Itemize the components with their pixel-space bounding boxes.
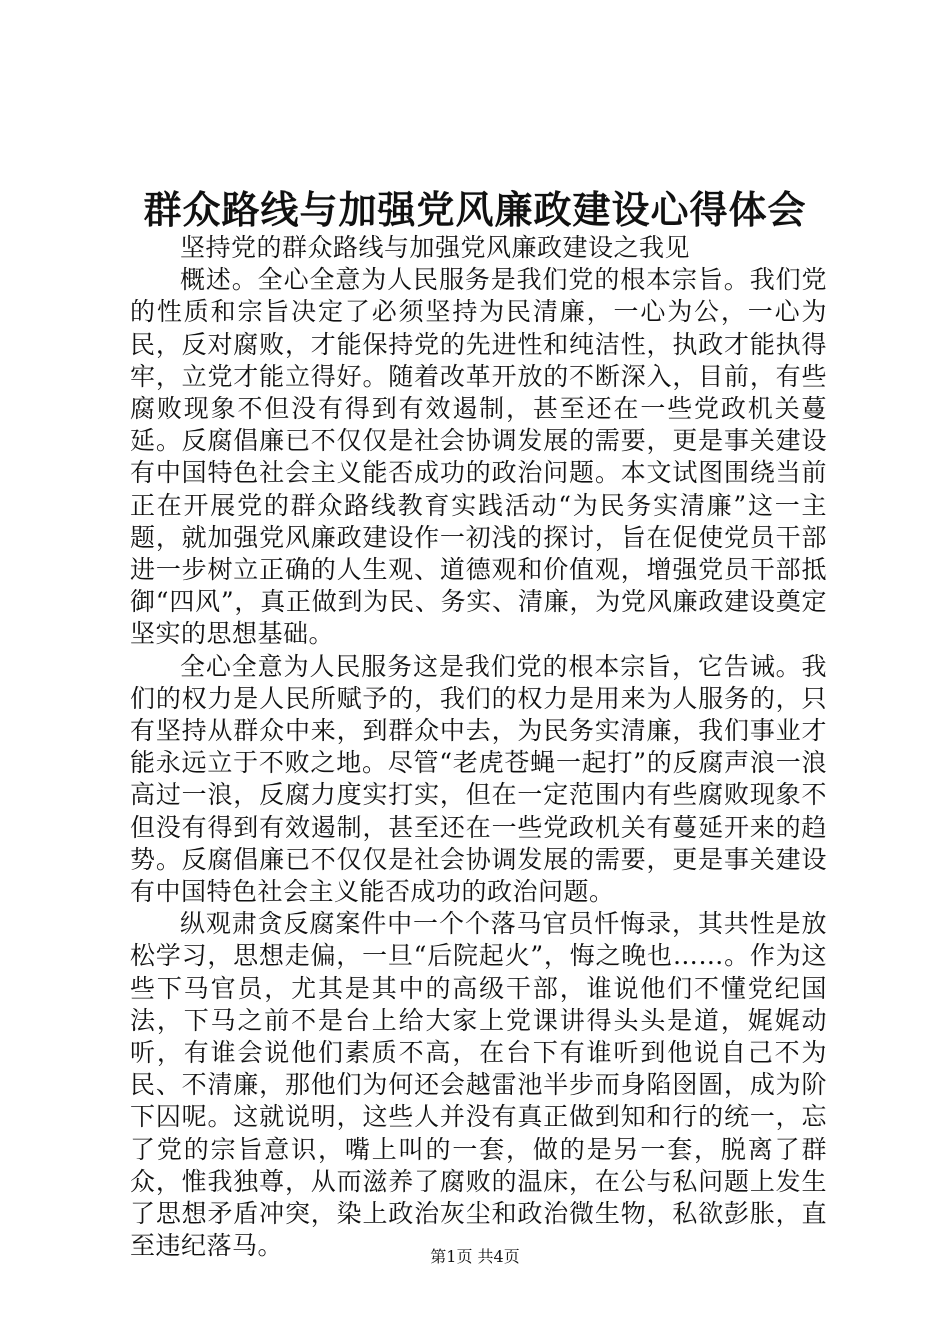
body-paragraph: 纵观肃贪反腐案件中一个个落马官员忏悔录，其共性是放松学习，思想走偏，一旦“后院起火”，悔之晚也……。作为这些下马官员，尤其是其中的高级干部，谁说他们不懂党纪国法，下马之前不是台上给大家上党课讲得头头是道，娓娓动听，有谁会说他们素质不高，在台下有谁听到他说自己不为民、不清廉，那他们为何还会越雷池半步而身陷囹圄，成为阶下囚呢。这就说明，这些人并没有真正做到知和行的统一，忘了党的宗旨意识，嘴上叫的一套，做的是另一套，脱离了群众，惟我独尊，从而滋养了腐败的温床，在公与私问题上发生了思想矛盾冲突，染上政治灰尘和政治微生物，私欲彭胀，直至违纪落马。 [130, 909, 827, 1261]
document-title: 群众路线与加强党风廉政建设心得体会 [143, 187, 807, 232]
body-paragraph: 全心全意为人民服务这是我们党的根本宗旨，它告诫。我们的权力是人民所赋予的，我们的权力是用来为人服务的，只有坚持从群众中来，到群众中去，为民务实清廉，我们事业才能永远立于不败之地。尽管“老虎苍蝇一起打”的反腐声浪一浪高过一浪，反腐力度实打实，但在一定范围内有些腐败现象不但没有得到有效遏制，甚至还在一些党政机关有蔓延开来的趋势。反腐倡廉已不仅仅是社会协调发展的需要，更是事关建设有中国特色社会主义能否成功的政治问题。 [130, 651, 827, 907]
subtitle-paragraph: 坚持党的群众路线与加强党风廉政建设之我见 [180, 233, 691, 262]
body-paragraph: 概述。全心全意为人民服务是我们党的根本宗旨。我们党的性质和宗旨决定了必须坚持为民清廉，一心为公，一心为民，反对腐败，才能保持党的先进性和纯洁性，执政才能执得牢，立党才能立得好。随着改革开放的不断深入，目前，有些腐败现象不但没有得到有效遏制，甚至还在一些党政机关蔓延。反腐倡廉已不仅仅是社会协调发展的需要，更是事关建设有中国特色社会主义能否成功的政治问题。本文试图围绕当前正在开展党的群众路线教育实践活动“为民务实清廉”这一主题，就加强党风廉政建设作一初浅的探讨，旨在促使党员干部进一步树立正确的人生观、道德观和价值观，增强党员干部抵御“四风”，真正做到为民、务实、清廉，为党风廉政建设奠定坚实的思想基础。 [130, 265, 827, 649]
document-body [130, 232, 827, 1263]
page-indicator: 第1页 共4页 [430, 1247, 520, 1266]
